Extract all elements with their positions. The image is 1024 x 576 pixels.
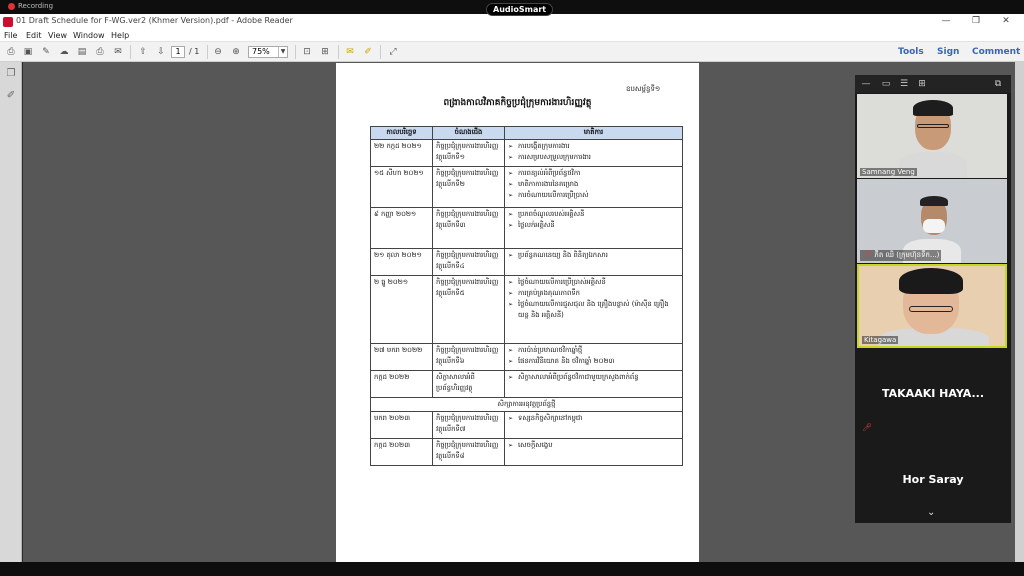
table-row (371, 249, 683, 276)
fit-width-icon[interactable]: ⊞ (321, 47, 329, 57)
row-date: ៩ កញ្ញា ២០២១ (371, 208, 433, 249)
pdf-app-icon (3, 17, 13, 27)
gallery-view-icon[interactable]: ⊞ (918, 79, 926, 89)
attachment-icon[interactable]: ✐ (6, 90, 16, 101)
participant-name (860, 250, 941, 261)
row-title: កិច្ចប្រជុំក្រុមការងារហិរញ្ញវត្ថុលើកទី៣ (433, 208, 505, 249)
topic-item: ➢ ថ្លៃចំណាយលើការប្រើប្រាស់អគ្គិសនី (508, 277, 679, 288)
menu-bar (0, 30, 1024, 42)
edit-icon[interactable]: ✎ (42, 47, 50, 57)
row-topics (505, 439, 683, 466)
row-topics (505, 371, 683, 398)
row-topics (505, 249, 683, 276)
row-title: កិច្ចប្រជុំក្រុមការងារហិរញ្ញវត្ថុលើកទី៦ (433, 344, 505, 371)
row-date: ២ ធ្នូ ២០២១ (371, 276, 433, 344)
tools-link[interactable]: Tools (898, 47, 924, 57)
schedule-table (370, 126, 683, 466)
header-title: ចំណងជើង (433, 127, 505, 140)
minimize-button[interactable]: — (941, 16, 951, 26)
recording-label: Recording (18, 2, 54, 10)
comment-link[interactable]: Comment (972, 47, 1021, 57)
page-total: / 1 (189, 47, 200, 56)
vertical-scrollbar[interactable] (1015, 62, 1024, 562)
toolbar-separator (130, 45, 131, 59)
topic-item: ➢ មាតិកាការងារនៃគម្រោង (508, 179, 679, 190)
row-topics (505, 276, 683, 344)
table-row (371, 412, 683, 439)
menu-help[interactable]: Help (111, 31, 130, 40)
row-title: កិច្ចប្រជុំក្រុមការងារហិរញ្ញវត្ថុលើកទី២ (433, 167, 505, 208)
topic-item: ➢ ថ្លៃលក់អគ្គិសនី (508, 220, 679, 231)
table-row (371, 371, 683, 398)
participant-glasses (917, 124, 949, 128)
topic-item: ➢ ទស្សនកិច្ចសិក្សានៅកម្ពុជា (508, 413, 679, 424)
topic-item: ➢ ថ្លៃចំណាយលើការជួសជុល និង គ្រឿងបន្លាស់ (ម៉ាស៊ីន គ្រឿងយន្ត និង អគ្គិសនី) (508, 299, 679, 321)
row-topics (505, 344, 683, 371)
table-row-span (371, 398, 683, 412)
zoom-in-icon[interactable]: ⊕ (232, 47, 240, 57)
print-icon[interactable]: ⎙ (96, 47, 104, 57)
row-topics (505, 412, 683, 439)
menu-window[interactable]: Window (73, 31, 105, 40)
row-title: កិច្ចប្រជុំក្រុមការងារហិរញ្ញវត្ថុលើកទី១ (433, 140, 505, 167)
topic-item: ➢ ប្រព័ន្ធគណនេយ្យ និង ពិនិត្យឯកសារ (508, 250, 679, 261)
restore-button[interactable]: ❐ (971, 16, 981, 26)
bottom-strip (0, 562, 1024, 576)
table-row (371, 344, 683, 371)
participant-name: Kitagawa (864, 336, 897, 344)
email-icon[interactable]: ✉ (114, 47, 122, 57)
audiosmart-badge[interactable]: AudioSmart (486, 3, 553, 16)
title-bar (0, 14, 1024, 30)
table-row (371, 439, 683, 466)
row-date: មករា ២០២៣ (371, 412, 433, 439)
participant-tile-active[interactable] (857, 264, 1007, 348)
minimize-panel-icon[interactable]: — (861, 79, 871, 89)
navigation-pane (0, 62, 22, 576)
zoom-value: 75% (252, 47, 270, 56)
row-date: កក្កដ ២០២២ (371, 371, 433, 398)
participant-name-only[interactable]: TAKAAKI HAYA... (882, 387, 984, 400)
close-button[interactable]: ✕ (1002, 16, 1010, 26)
window-title: 01 Draft Schedule for F-WG.ver2 (Khmer Version).pdf - Adobe Reader (16, 16, 293, 25)
fit-page-icon[interactable]: ⊡ (303, 47, 311, 57)
video-panel-toolbar (855, 75, 1011, 93)
menu-view[interactable]: View (48, 31, 67, 40)
row-topics (505, 167, 683, 208)
video-panel (855, 75, 1011, 523)
strip-view-icon[interactable]: ☰ (899, 79, 909, 89)
zoom-out-icon[interactable]: ⊖ (214, 47, 222, 57)
row-topics (505, 140, 683, 167)
zoom-select[interactable] (248, 46, 288, 58)
row-span-text: សិក្សាការអនុវត្តប្រព័ន្ធថ្មី (371, 398, 683, 412)
prev-page-icon[interactable]: ⇧ (139, 47, 147, 57)
participant-name: Samnang Veng (862, 168, 915, 176)
topic-item: ➢ ការសម្របសម្រួលក្រុមការងារ (508, 152, 679, 163)
cloud-icon[interactable]: ☁ (59, 47, 69, 57)
participant-name-only[interactable]: Hor Saray (902, 473, 964, 486)
fullscreen-icon[interactable]: ⤢ (389, 47, 397, 57)
toolbar-separator (207, 45, 208, 59)
page-number-input[interactable]: 1 (171, 46, 185, 58)
participant-tile[interactable] (857, 94, 1007, 178)
create-pdf-icon[interactable]: ⎙ (7, 47, 15, 57)
topic-item: ➢ ការចំណាយលើការប្រើប្រាស់ (508, 190, 679, 201)
recording-icon (8, 3, 15, 10)
topic-item: ➢ ការបង្កើតក្រុមការងារ (508, 141, 679, 152)
table-row (371, 276, 683, 344)
save-icon[interactable]: ▤ (77, 47, 87, 57)
open-icon[interactable]: ▣ (23, 47, 33, 57)
row-title: កិច្ចប្រជុំក្រុមការងារហិរញ្ញវត្ថុលើកទី៤ (433, 249, 505, 276)
row-date: ១៥ សីហា ២០២១ (371, 167, 433, 208)
muted-mic-icon: 🎤︎ (862, 250, 873, 259)
row-title: សិក្ខាសាលាអំពីប្រព័ន្ធហិរញ្ញវត្ថុ (433, 371, 505, 398)
row-title: កិច្ចប្រជុំក្រុមការងារហិរញ្ញវត្ថុលើកទី៧ (433, 412, 505, 439)
participant-tile[interactable] (857, 179, 1007, 263)
chevron-down-icon[interactable]: ▼ (278, 47, 287, 57)
toolbar (0, 42, 1024, 62)
topic-item: ➢ ប្រភពចំណូលរបស់អគ្គិសនី (508, 209, 679, 220)
row-date: ២២ កក្កដ ២០២១ (371, 140, 433, 167)
popout-icon[interactable]: ⧉ (994, 79, 1002, 89)
topic-item: ➢ ការគ្រប់គ្រងគុណភាពទឹក (508, 288, 679, 299)
table-row (371, 140, 683, 167)
participant-hair (899, 268, 963, 294)
participant-hair (913, 100, 953, 116)
row-title: កិច្ចប្រជុំក្រុមការងារហិរញ្ញវត្ថុលើកទី៨ (433, 439, 505, 466)
speaker-view-icon[interactable]: ▭ (881, 79, 891, 89)
row-topics (505, 208, 683, 249)
participant-hair (920, 196, 948, 206)
menu-file[interactable]: File (4, 31, 18, 40)
face-mask (923, 219, 945, 233)
document-title: ពង្រាងកាលវិភាគកិច្ចប្រជុំក្រុមការងារហិរញ្ញវត្ថុ (443, 98, 592, 108)
topic-item: ➢ សិក្ខាសាលាអំពីប្រព័ន្ធថវិកាជាមួយក្រសួងពាក់ព័ន្ធ (508, 372, 679, 383)
topic-item: ➢ ការប៉ាន់ប្រមាណថវិកាឆ្នាំថ្មី (508, 345, 679, 356)
toolbar-separator (380, 45, 381, 59)
header-date: កាលបរិច្ឆេទ (371, 127, 433, 140)
topic-item: ➢ សេចក្ដីសង្ខេប (508, 440, 679, 451)
topic-item: ➢ ការពន្យល់អំពីប្រព័ន្ធថវិកា (508, 168, 679, 179)
participant-name-text: ភ៊ិត ឈិ (ក្រុមហ៊ុនទឹក...) (874, 251, 940, 259)
muted-mic-icon: 🎤︎ (862, 423, 873, 432)
pages-icon[interactable]: ❐ (6, 68, 16, 79)
comment-icon[interactable]: ✉ (346, 47, 354, 57)
pdf-page (336, 63, 699, 563)
row-title: កិច្ចប្រជុំក្រុមការងារហិរញ្ញវត្ថុលើកទី៥ (433, 276, 505, 344)
participant-glasses (909, 306, 953, 312)
annex-label: ឧបសម្ព័ន្ធទី១ (626, 85, 661, 93)
toolbar-separator (338, 45, 339, 59)
next-page-icon[interactable]: ⇩ (157, 47, 165, 57)
chevron-down-icon[interactable]: ⌄ (927, 507, 936, 518)
table-header-row (371, 127, 683, 140)
header-content: មាតិការ (505, 127, 683, 140)
toolbar-separator (295, 45, 296, 59)
table-row (371, 167, 683, 208)
row-date: ២១ តុលា ២០២១ (371, 249, 433, 276)
topic-item: ➢ ផែនការវិនិយោគ និង ថវិកាឆ្នាំ ២០២៣ (508, 356, 679, 367)
row-date: កក្កដ ២០២៣ (371, 439, 433, 466)
sign-link[interactable]: Sign (937, 47, 960, 57)
row-date: ២៧ មករា ២០២២ (371, 344, 433, 371)
table-row (371, 208, 683, 249)
highlight-icon[interactable]: ✐ (364, 47, 372, 57)
menu-edit[interactable]: Edit (26, 31, 42, 40)
